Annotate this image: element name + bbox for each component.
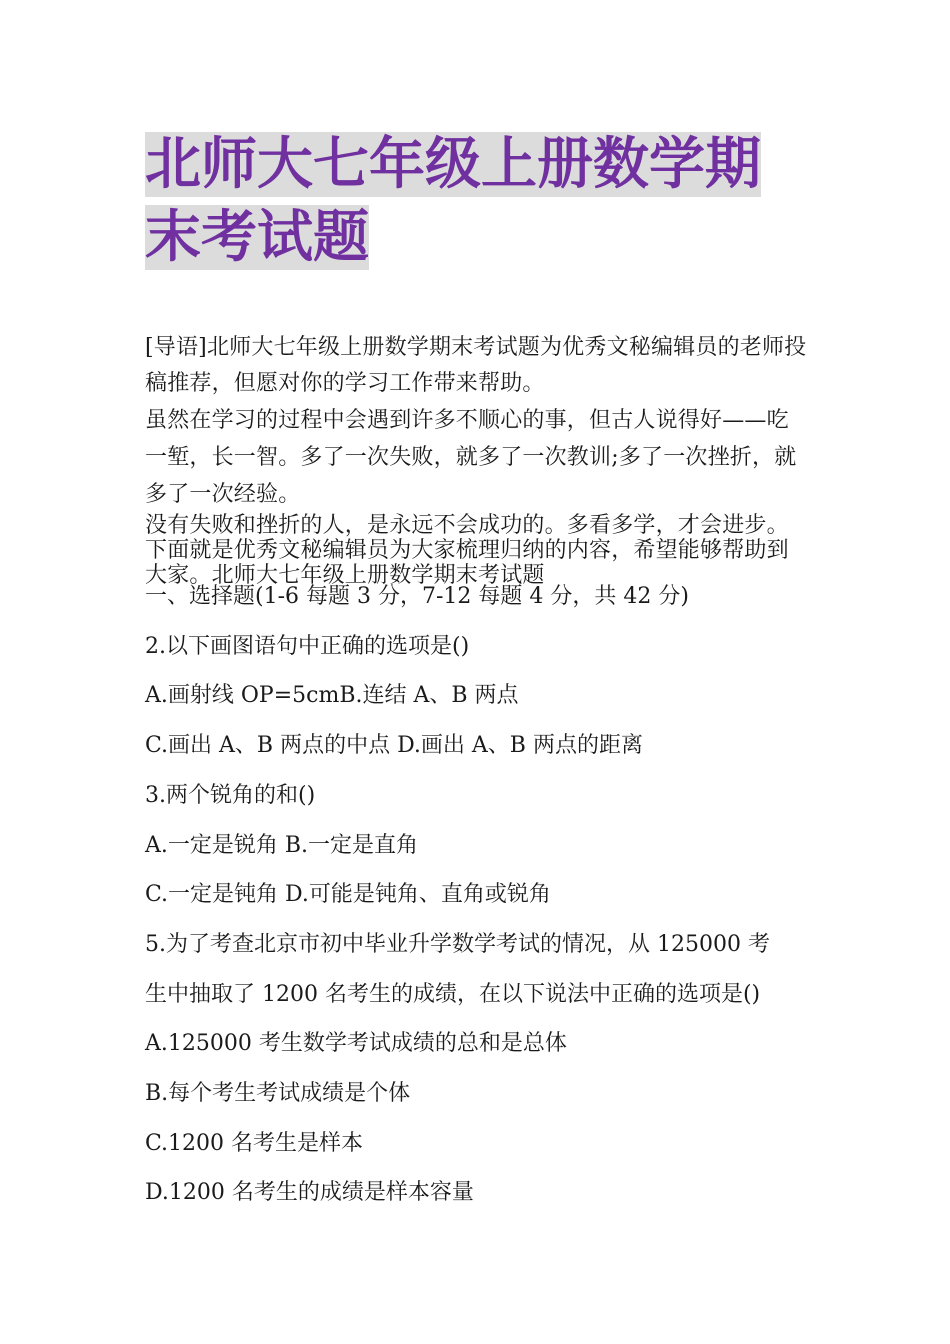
intro-section [145, 330, 810, 588]
body-paragraph: 没有失败和挫折的人，是永远不会成功的。多看多学，才会进步。下面就是优秀文秘编辑员为大家梳理归纳的内容，希望能够帮助到大家。北师大七年级上册数学期末考试题 [145, 513, 789, 588]
document-title [145, 128, 810, 274]
question-text: 2.以下画图语句中正确的选项是() [145, 633, 470, 659]
answer-options: A.画射线 OP=5cmB.连结 A、B 两点 [145, 683, 519, 709]
answer-option: D.1200 名考生的成绩是样本容量 [145, 1180, 474, 1206]
question-text: 3.两个锐角的和() [145, 782, 316, 808]
answer-options: C.一定是钝角 D.可能是钝角、直角或锐角 [145, 882, 551, 908]
title-line-2: 末考试题 [145, 205, 369, 270]
answer-option: B.每个考生考试成绩是个体 [145, 1081, 411, 1107]
body-paragraph: 虽然在学习的过程中会遇到许多不顺心的事，但古人说得好——吃一堑，长一智。多了一次失败，就多了一次教训;多了一次挫折，就多了一次经验。 [145, 408, 797, 507]
question-text: 5.为了考查北京市初中毕业升学数学考试的情况，从 125000 考 [145, 931, 770, 957]
section-heading: 一、选择题(1-6 每题 3 分，7-12 每题 4 分，共 42 分) [145, 584, 689, 609]
answer-option: A.125000 考生数学考试成绩的总和是总体 [145, 1031, 567, 1057]
answer-options: C.画出 A、B 两点的中点 D.画出 A、B 两点的距离 [145, 733, 643, 759]
question-list [145, 572, 810, 1218]
title-line-1: 北师大七年级上册数学期 [145, 132, 761, 197]
question-text: 生中抽取了 1200 名考生的成绩，在以下说法中正确的选项是() [145, 981, 761, 1007]
answer-option: C.1200 名考生是样本 [145, 1130, 364, 1156]
intro-paragraph: [导语]北师大七年级上册数学期末考试题为优秀文秘编辑员的老师投稿推荐，但愿对你的学习工作带来帮助。 [145, 335, 807, 396]
answer-options: A.一定是锐角 B.一定是直角 [145, 832, 419, 858]
